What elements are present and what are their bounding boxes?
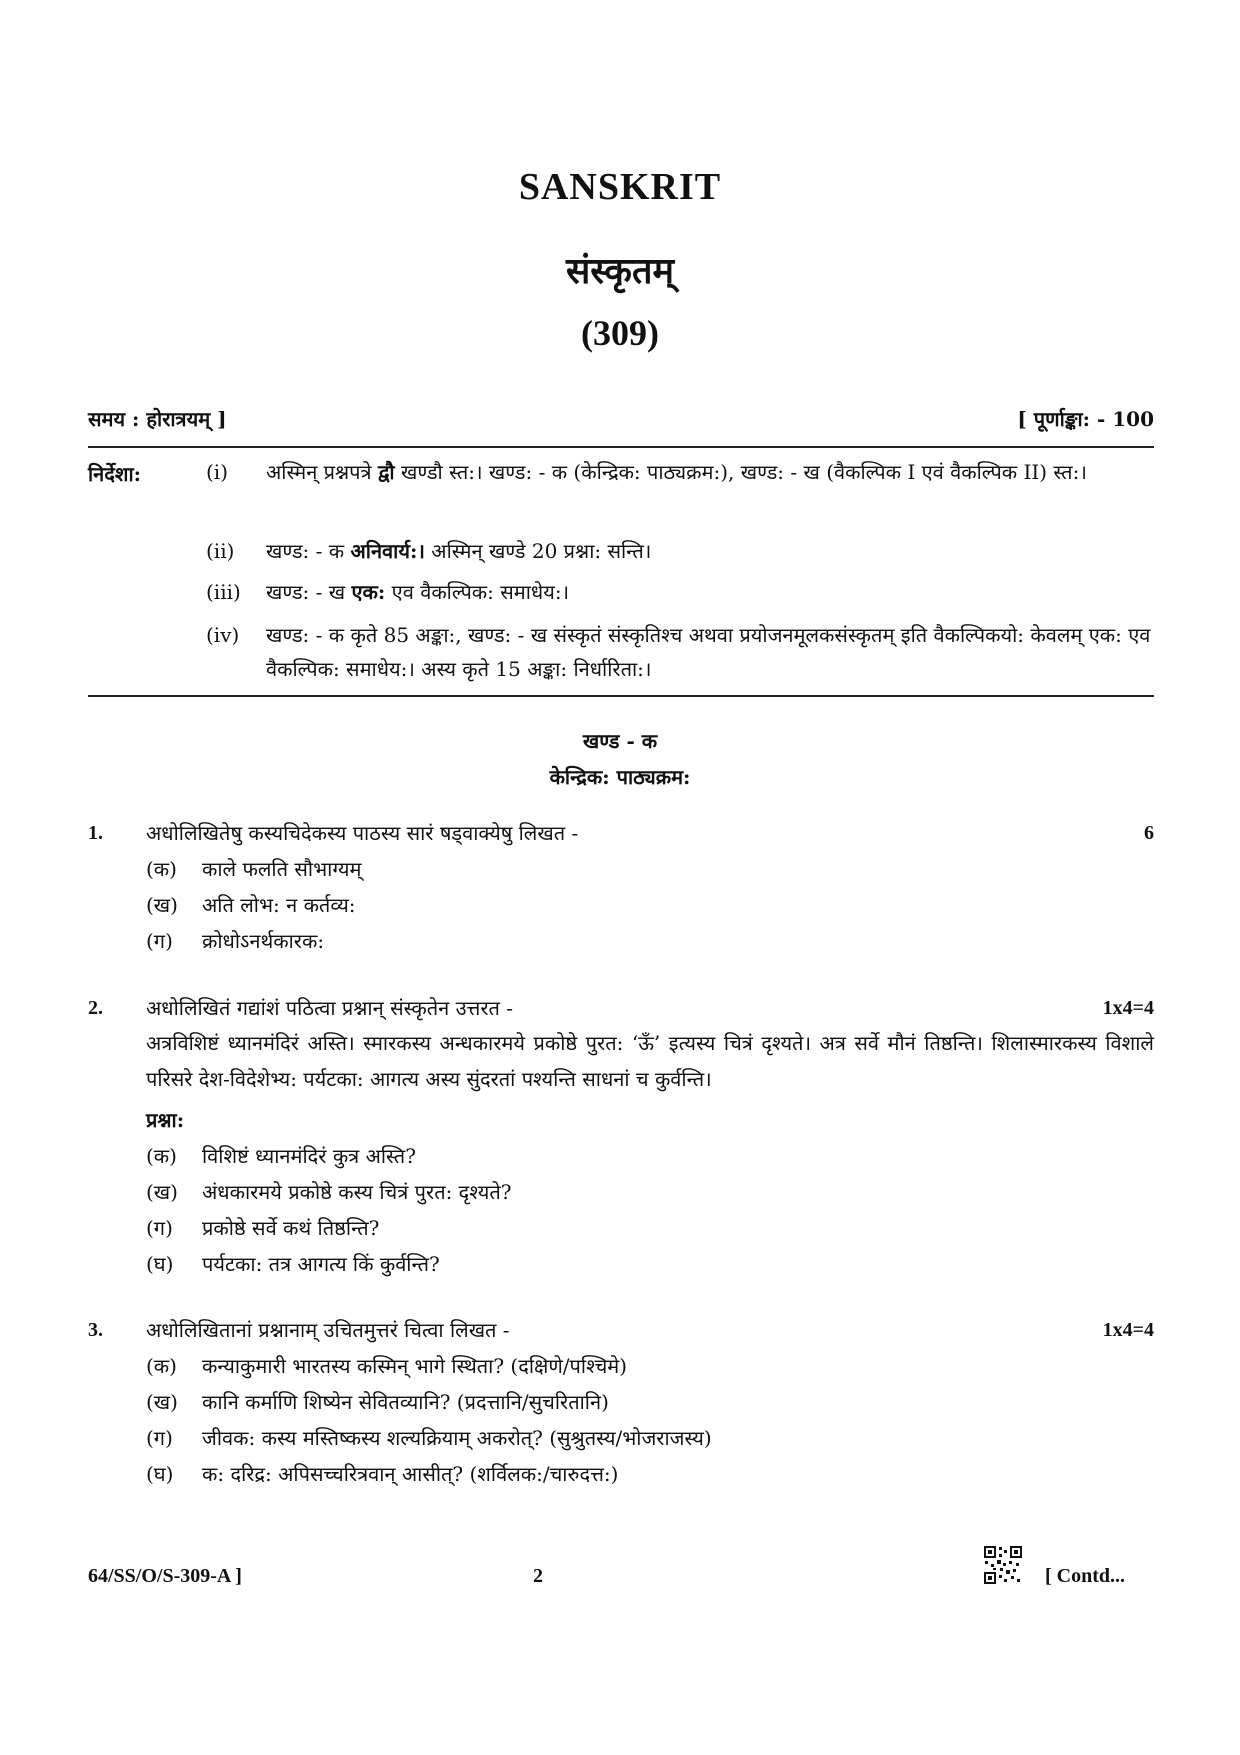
question-3	[88, 1312, 1154, 1348]
option-text: कानि कर्माणि शिष्येन सेवितव्यानि? (प्रदत्तानि/सुचरितानि)	[202, 1390, 609, 1414]
option-text: पर्यटका: तत्र आगत्य किं कुर्वन्ति?	[202, 1252, 440, 1276]
question-marks: 6	[1144, 822, 1154, 844]
question-2	[88, 990, 1154, 1026]
instruction-number: (iv)	[206, 623, 240, 647]
instruction-item	[206, 455, 1156, 489]
option-label: (ख)	[146, 893, 178, 917]
footer-paper-code: 64/SS/O/S-309-A ]	[88, 1565, 242, 1587]
option-text: क: दरिद्र: अपिसच्चरित्रवान् आसीत्? (शर्विलक:/चारुदत्त:)	[202, 1462, 619, 1486]
instruction-text: अस्मिन् खण्डे 20 प्रश्ना: सन्ति।	[424, 539, 652, 563]
instruction-emphasis: अनिवार्य:।	[350, 539, 425, 563]
top-divider	[88, 446, 1154, 448]
instruction-item	[206, 618, 1156, 686]
option-text: प्रकोष्ठे सर्वे कथं तिष्ठन्ति?	[202, 1216, 380, 1240]
instruction-item	[206, 575, 1156, 609]
option-label: (क)	[146, 1144, 177, 1168]
option-item	[146, 1384, 1146, 1420]
instruction-number: (i)	[206, 460, 229, 484]
option-item	[146, 923, 1146, 959]
question-text: अधोलिखितेषु कस्यचिदेकस्य पाठस्य सारं षड्वाक्येषु लिखत -	[146, 821, 579, 845]
page-number: 2	[533, 1565, 543, 1587]
instruction-text: खण्ड: - ख	[266, 580, 352, 604]
instruction-text: एव वैकल्पिक: समाधेय:।	[385, 580, 570, 604]
option-item	[146, 1138, 1146, 1174]
question-number: 2.	[88, 997, 103, 1019]
question-number: 3.	[88, 1319, 103, 1341]
instructions-divider	[88, 695, 1154, 697]
option-item	[146, 1348, 1146, 1384]
question-1	[88, 815, 1154, 851]
paper-title-sanskrit: संस्कृतम्	[565, 250, 675, 292]
option-text: काले फलति सौभाग्यम्	[202, 857, 362, 881]
option-label: (घ)	[146, 1252, 174, 1276]
section-title: खण्ड - क	[582, 729, 658, 753]
paper-code: (309)	[581, 313, 659, 353]
option-text: अंधकारमये प्रकोष्ठे कस्य चित्रं पुरत: दृश्यते?	[202, 1180, 512, 1204]
option-label: (ग)	[146, 929, 173, 953]
option-text: क्रोधोऽनर्थकारक:	[202, 929, 325, 953]
instruction-number: (iii)	[206, 580, 241, 604]
option-item	[146, 1246, 1146, 1282]
instruction-number: (ii)	[206, 539, 235, 563]
option-item	[146, 1174, 1146, 1210]
exam-meta-row	[88, 405, 1154, 432]
qr-code-icon	[983, 1545, 1023, 1585]
instruction-item	[206, 534, 1156, 568]
instruction-text: खण्ड: - क कृते 85 अङ्का:, खण्ड: - ख संस्कृतं संस्कृतिश्च अथवा प्रयोजनमूलकसंस्कृतम् इति वैकल्पिकयो: केवलम् एक: एव वैकल्पिक: समाधेय:। अस्य कृते 15 अङ्का: निर्धारिता:।	[266, 623, 1151, 681]
option-label: (घ)	[146, 1462, 174, 1486]
option-text: अति लोभ: न कर्तव्य:	[202, 893, 356, 917]
instructions-label: निर्देशा:	[88, 462, 142, 486]
option-item	[146, 1210, 1146, 1246]
max-marks: [ पूर्णाङ्का: - 100	[1017, 407, 1154, 431]
option-label: (क)	[146, 857, 177, 881]
option-text: जीवक: कस्य मस्तिष्कस्य शल्यक्रियाम् अकरोत्? (सुश्रुतस्य/भोजराजस्य)	[202, 1426, 712, 1450]
question-text: अधोलिखितं गद्यांशं पठित्वा प्रश्नान् संस्कृतेन उत्तरत -	[146, 996, 514, 1020]
option-item	[146, 851, 1146, 887]
instruction-text: अस्मिन् प्रश्नपत्रे	[266, 460, 378, 484]
question-number: 1.	[88, 822, 103, 844]
option-label: (ख)	[146, 1180, 178, 1204]
option-text: कन्याकुमारी भारतस्य कस्मिन् भागे स्थिता? (दक्षिणे/पश्चिमे)	[202, 1354, 628, 1378]
instruction-text: खण्ड: - क	[266, 539, 351, 563]
instruction-emphasis: एक:	[351, 580, 386, 604]
questions-prompt: प्रश्ना:	[146, 1108, 185, 1132]
option-label: (क)	[146, 1354, 177, 1378]
paper-title-english: SANSKRIT	[518, 166, 722, 208]
option-label: (ख)	[146, 1390, 178, 1414]
option-item	[146, 887, 1146, 923]
instruction-emphasis: द्वौ	[377, 460, 395, 484]
option-label: (ग)	[146, 1426, 173, 1450]
question-text: अधोलिखितानां प्रश्नानाम् उचितमुत्तरं चित्वा लिखत -	[146, 1318, 510, 1342]
time-allowed: समय : होरात्रयम् ]	[88, 407, 227, 431]
passage-text: अत्रविशिष्टं ध्यानमंदिरं अस्ति। स्मारकस्य अन्धकारमये प्रकोष्ठे पुरत: ‘ऊँ’ इत्यस्य चित्रं दृश्यते। अत्र सर्वे मौनं तिष्ठन्ति। शिलास्मारकस्य विशाले परिसरे देश-विदेशेभ्य: पर्यटका: आगत्य अस्य सुंदरतां पश्यन्ति साधनां च कुर्वन्ति।	[146, 1031, 1154, 1091]
option-label: (ग)	[146, 1216, 173, 1240]
instruction-text: खण्डौ स्त:। खण्ड: - क (केन्द्रिक: पाठ्यक्रम:), खण्ड: - ख (वैकल्पिक I एवं वैकल्पिक II) स्त:।	[394, 460, 1087, 484]
question-marks: 1x4=4	[1102, 1319, 1154, 1341]
section-subtitle: केन्द्रिक: पाठ्यक्रम:	[549, 765, 691, 789]
option-text: विशिष्टं ध्यानमंदिरं कुत्र अस्ति?	[202, 1144, 416, 1168]
question-marks: 1x4=4	[1102, 997, 1154, 1019]
option-item	[146, 1420, 1146, 1456]
continued-label: [ Contd...	[1045, 1565, 1126, 1587]
option-item	[146, 1456, 1146, 1492]
